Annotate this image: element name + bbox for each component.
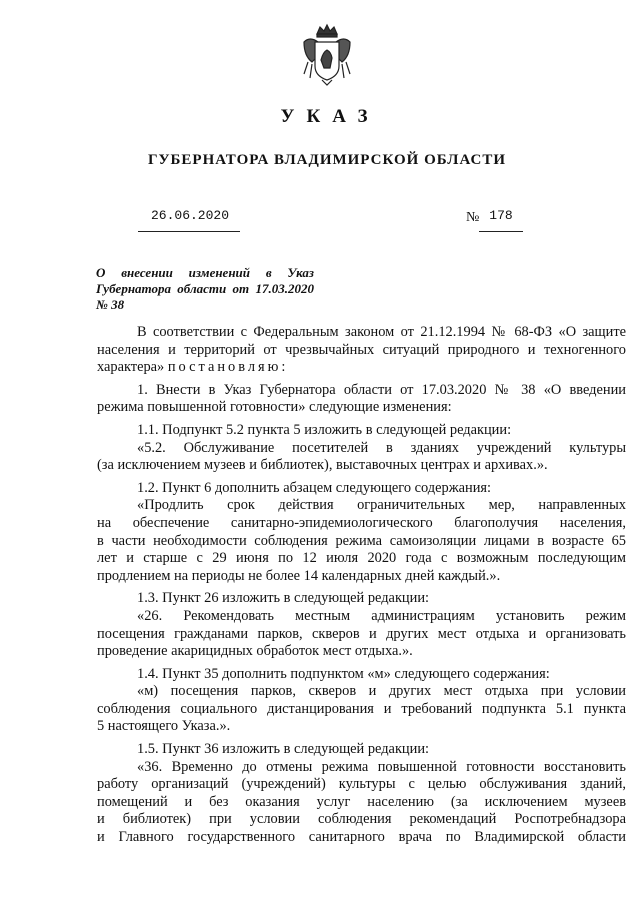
- item-1-5-paragraph: [97, 741, 626, 847]
- subject-line: Губернатора области от 17.03.2020: [96, 281, 314, 296]
- text-line: на обеспечение санитарно-эпидемиологического благополучия населения,: [97, 514, 626, 531]
- document-body: [97, 324, 626, 847]
- decree-date: 26.06.2020: [150, 208, 229, 223]
- item-1-paragraph: [97, 382, 626, 417]
- text-line: помещений и без оказания услуг населению (за исключением музеев: [97, 793, 626, 810]
- text-line: 1.2. Пункт 6 дополнить абзацем следующего содержания:: [137, 479, 492, 496]
- document-title: УКАЗ: [280, 106, 380, 127]
- text-line: и Главного государственного санитарного врача по Владимирской области: [97, 829, 626, 846]
- text-fragment: характера»: [97, 359, 165, 376]
- text-line: 1.1. Подпункт 5.2 пункта 5 изложить в следующей редакции:: [137, 421, 512, 438]
- text-line: продлением на периоды не более 14 календарных дней каждый.».: [97, 567, 501, 584]
- text-line: 1. Внести в Указ Губернатора области от 17.03.2020 № 38 «О введении: [137, 381, 626, 398]
- text-line: посещения гражданами парков, скверов и других мест отдыха и организовать: [97, 625, 626, 642]
- number-sign: №: [466, 210, 480, 225]
- item-1-3-paragraph: [97, 590, 626, 660]
- text-line: в части необходимости соблюдения режима самоизоляции лицами в возрасте 65: [97, 532, 626, 549]
- issuer-title: ГУБЕРНАТОРА ВЛАДИМИРСКОЙ ОБЛАСТИ: [147, 152, 507, 168]
- decree-subject: [96, 265, 314, 313]
- text-line: «5.2. Обслуживание посетителей в зданиях учреждений культуры: [137, 439, 626, 456]
- item-1-2-paragraph: [97, 480, 626, 586]
- text-line: «Продлить срок действия ограничительных мер, направленных: [137, 497, 626, 514]
- text-line: проведение акарицидных обработок мест отдыха.».: [97, 643, 413, 660]
- subject-line: № 38: [96, 297, 125, 312]
- text-line: (за исключением музеев и библиотек), выставочных центрах и архивах.».: [97, 457, 548, 474]
- text-line: «36. Временно до отмены режима повышенной готовности восстановить: [137, 758, 626, 775]
- text-line: режима повышенной готовности» следующие изменения:: [97, 399, 452, 416]
- text-line: [97, 359, 626, 377]
- text-line: 1.4. Пункт 35 дополнить подпунктом «м» следующего содержания:: [137, 665, 550, 682]
- text-line: «м) посещения парков, скверов и других мест отдыха при условии: [137, 683, 626, 700]
- text-line: 1.3. Пункт 26 изложить в следующей редакции:: [137, 590, 430, 607]
- text-line: работу организаций (учреждений) культуры с целью обслуживания зданий,: [97, 776, 626, 793]
- text-line: лет и старше с 29 июня по 12 июля 2020 года с возможным последующим: [97, 550, 626, 567]
- text-line: В соответствии с Федеральным законом от 21.12.1994 № 68-ФЗ «О защите: [137, 324, 626, 340]
- subject-line: О внесении изменений в Указ: [96, 265, 314, 280]
- text-line: «26. Рекомендовать местным администрациям установить режим: [137, 607, 626, 624]
- resolution-word: постановляю:: [167, 359, 289, 376]
- text-line: населения и территорий от чрезвычайных ситуаций природного и техногенного: [97, 341, 626, 358]
- item-1-1-paragraph: [97, 422, 626, 475]
- date-underline: [138, 231, 240, 232]
- item-1-4-paragraph: [97, 666, 626, 736]
- text-line: 1.5. Пункт 36 изложить в следующей редакции:: [137, 741, 430, 758]
- coat-of-arms-icon: [300, 22, 354, 86]
- text-line: и библиотек) при условии соблюдения рекомендаций Роспотребнадзора: [97, 811, 626, 828]
- text-line: соблюдения социального дистанцирования и требований подпункта 5.1 пункта: [97, 700, 626, 717]
- decree-number: 178: [489, 208, 513, 223]
- preamble-paragraph: [97, 324, 626, 377]
- text-line: 5 настоящего Указа.».: [97, 718, 231, 735]
- number-underline: [479, 231, 523, 232]
